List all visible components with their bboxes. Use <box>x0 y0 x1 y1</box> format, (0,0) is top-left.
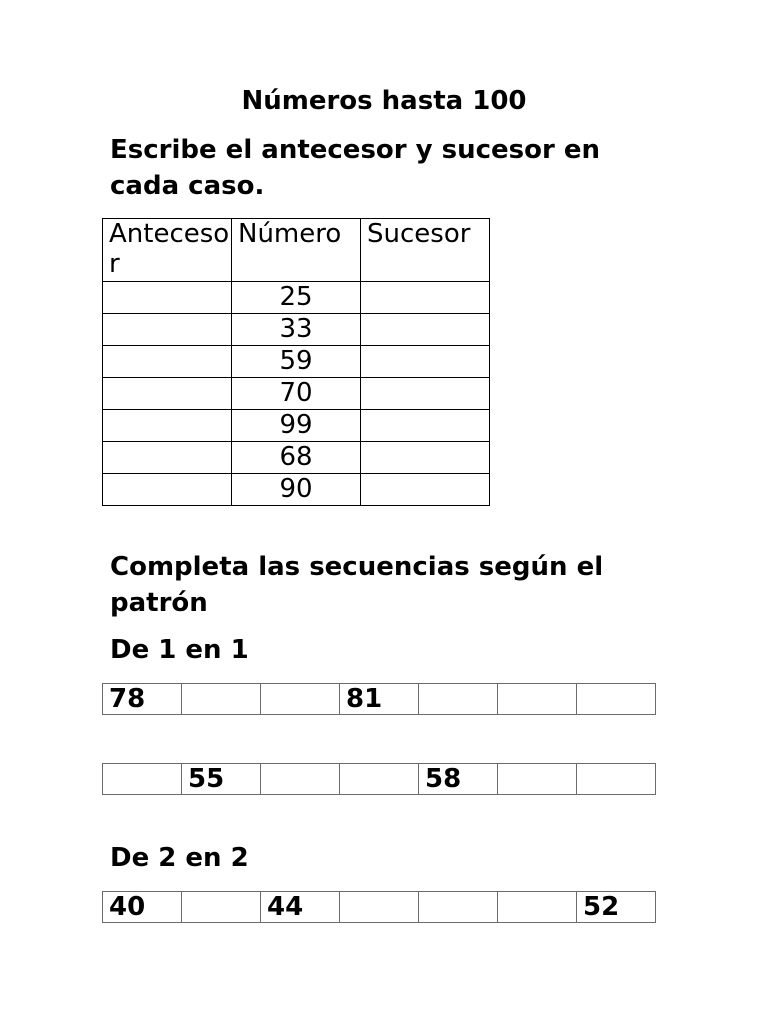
sequence-row <box>103 892 656 923</box>
sequence-cell: 81 <box>340 684 419 715</box>
sucesor-cell[interactable] <box>361 410 490 442</box>
sequence-cell[interactable] <box>577 684 656 715</box>
antecesor-cell[interactable] <box>103 378 232 410</box>
sucesor-cell[interactable] <box>361 282 490 314</box>
header-numero: Número <box>232 219 361 282</box>
sequence-cell[interactable] <box>103 764 182 795</box>
sequence-cell[interactable] <box>261 764 340 795</box>
table-row <box>103 282 490 314</box>
sequence-cell[interactable] <box>419 892 498 923</box>
table-header-row <box>103 219 490 282</box>
subheading-de-1-en-1: De 1 en 1 <box>110 635 249 665</box>
subheading-de-2-en-2: De 2 en 2 <box>110 843 249 873</box>
antecesor-cell[interactable] <box>103 346 232 378</box>
sequence-cell: 78 <box>103 684 182 715</box>
sequence-cell[interactable] <box>340 764 419 795</box>
antecesor-sucesor-table <box>102 218 490 506</box>
sucesor-cell[interactable] <box>361 314 490 346</box>
table-row <box>103 410 490 442</box>
sucesor-cell[interactable] <box>361 442 490 474</box>
antecesor-cell[interactable] <box>103 314 232 346</box>
antecesor-cell[interactable] <box>103 410 232 442</box>
numero-cell: 33 <box>232 314 361 346</box>
sequence-cell: 55 <box>182 764 261 795</box>
header-sucesor: Sucesor <box>361 219 490 282</box>
sequence-row <box>103 764 656 795</box>
numero-cell: 68 <box>232 442 361 474</box>
table-row <box>103 346 490 378</box>
numero-cell: 70 <box>232 378 361 410</box>
sequence-row <box>103 684 656 715</box>
antecesor-cell[interactable] <box>103 474 232 506</box>
antecesor-cell[interactable] <box>103 442 232 474</box>
page-title: Números hasta 100 <box>241 86 527 116</box>
table-row <box>103 378 490 410</box>
sequence-3-table <box>102 891 656 923</box>
sucesor-cell[interactable] <box>361 346 490 378</box>
sequence-cell[interactable] <box>498 684 577 715</box>
numero-cell: 25 <box>232 282 361 314</box>
sequence-2-table <box>102 763 656 795</box>
sequence-cell: 44 <box>261 892 340 923</box>
numero-cell: 59 <box>232 346 361 378</box>
sequence-cell[interactable] <box>498 892 577 923</box>
table-row <box>103 314 490 346</box>
sequence-cell[interactable] <box>498 764 577 795</box>
instruction-secuencias: Completa las secuencias según el patrón <box>110 552 604 618</box>
table-row <box>103 442 490 474</box>
sequence-cell[interactable] <box>182 892 261 923</box>
sequence-cell: 58 <box>419 764 498 795</box>
sequence-cell[interactable] <box>261 684 340 715</box>
sequence-cell[interactable] <box>340 892 419 923</box>
table-row <box>103 474 490 506</box>
header-antecesor: Antecesor <box>103 219 232 282</box>
sucesor-cell[interactable] <box>361 378 490 410</box>
sequence-cell[interactable] <box>577 764 656 795</box>
numero-cell: 90 <box>232 474 361 506</box>
antecesor-cell[interactable] <box>103 282 232 314</box>
sequence-cell[interactable] <box>182 684 261 715</box>
sequence-cell[interactable] <box>419 684 498 715</box>
sequence-cell: 52 <box>577 892 656 923</box>
sucesor-cell[interactable] <box>361 474 490 506</box>
numero-cell: 99 <box>232 410 361 442</box>
instruction-antecesor-sucesor: Escribe el antecesor y sucesor en cada caso. <box>110 135 601 201</box>
sequence-1-table <box>102 683 656 715</box>
sequence-cell: 40 <box>103 892 182 923</box>
